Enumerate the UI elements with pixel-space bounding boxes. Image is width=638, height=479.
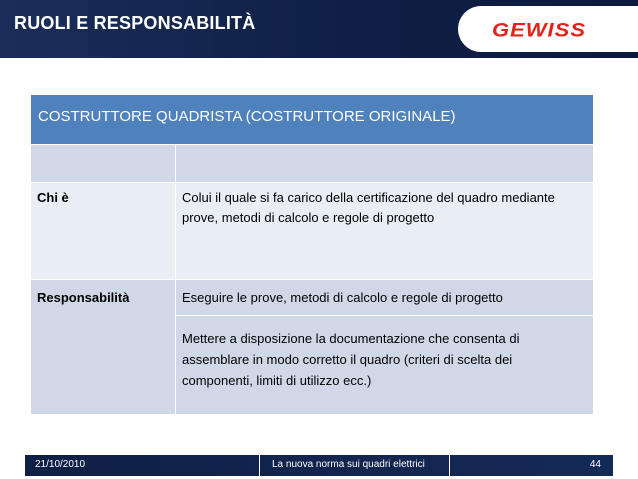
- row-label: Chi è: [37, 190, 69, 205]
- footer-title: La nuova norma sui quadri elettrici: [272, 459, 425, 470]
- row-value-cell: [175, 144, 593, 182]
- row-label-cell: [31, 182, 175, 279]
- page-number: 44: [589, 459, 601, 470]
- row-value: Eseguire le prove, metodi di calcolo e regole di progetto: [182, 290, 503, 305]
- slide-title: RUOLI E RESPONSABILITÀ: [14, 13, 256, 33]
- row-value: Mettere a disposizione la documentazione che consenta di assemblare in modo corretto il quadro (criteri di scelta dei componenti, limiti di utilizzo ecc.): [182, 331, 520, 388]
- table-row: [31, 144, 593, 182]
- footer-date: 21/10/2010: [35, 459, 86, 470]
- gewiss-logo: GEWISS: [492, 18, 587, 41]
- table-row: [31, 279, 593, 315]
- footer-bar: [25, 455, 613, 476]
- logo-container: [458, 6, 638, 52]
- table-header-label: COSTRUTTORE QUADRISTA (COSTRUTTORE ORIGINALE): [38, 108, 456, 125]
- row-value: Colui il quale si fa carico della certificazione del quadro mediante prove, metodi di calcolo e regole di progetto: [182, 190, 555, 225]
- header-bar: [0, 0, 638, 58]
- table-row: [31, 315, 593, 414]
- table-header: [31, 95, 593, 144]
- footer-divider: [259, 455, 260, 476]
- row-value-cell: [175, 315, 593, 414]
- row-label: Responsabilità: [37, 290, 130, 305]
- row-value-cell: [175, 279, 593, 315]
- table-row: [31, 182, 593, 279]
- row-value-cell: [175, 182, 593, 279]
- row-label-cell: [31, 144, 175, 182]
- footer-divider: [449, 455, 450, 476]
